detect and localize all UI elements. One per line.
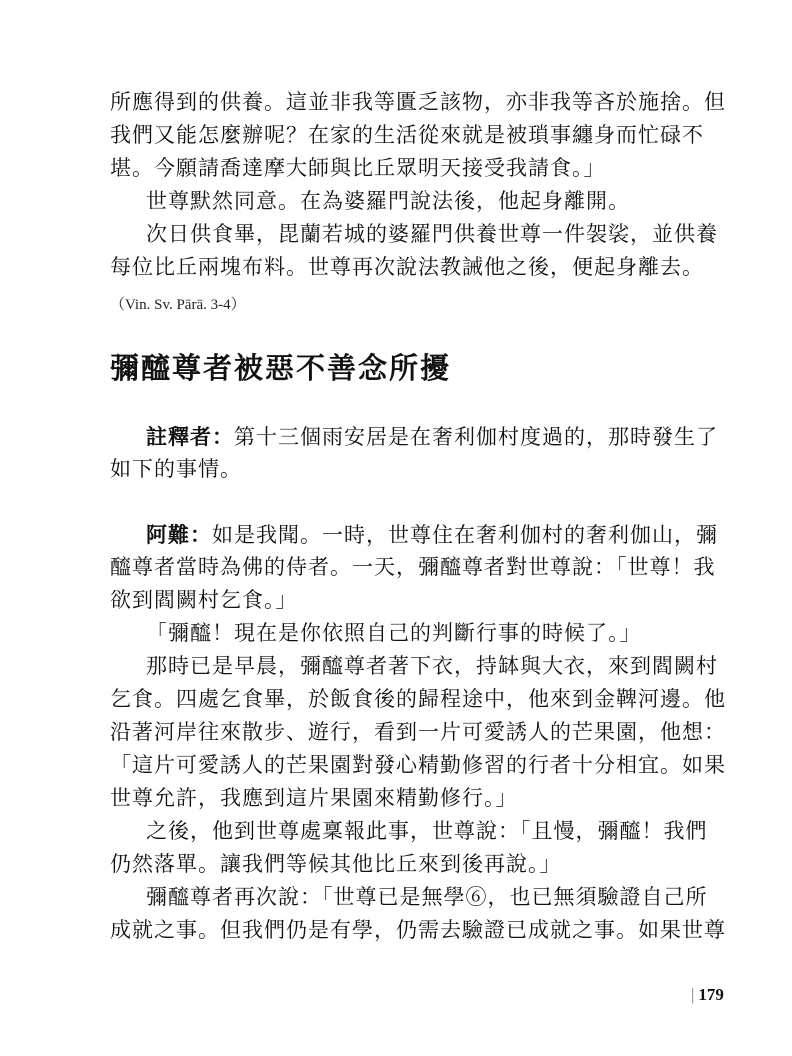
speaker-label: 註釋者： <box>146 424 234 449</box>
text-line: 如下的事情。 <box>110 457 242 481</box>
page-number-value: 179 <box>698 985 724 1004</box>
text-line: 醯尊者當時為佛的侍者。一天，彌醯尊者對世尊說：「世尊！我 <box>110 555 716 579</box>
text-line: 之後，他到世尊處稟報此事，世尊說：「且慢，彌醯！我們 <box>146 819 708 843</box>
text-line: 所應得到的供養。這並非我等匱乏該物，亦非我等吝於施捨。但 <box>110 90 726 114</box>
text-line: 成就之事。但我們仍是有學，仍需去驗證已成就之事。如果世尊 <box>110 918 726 942</box>
text-line: 「彌醯！現在是你依照自己的判斷行事的時候了。」 <box>146 621 642 645</box>
text-line <box>110 420 718 453</box>
text-line: 沿著河岸往來散步、遊行，看到一片可愛誘人的芒果園，他想： <box>110 720 726 744</box>
paragraph-commentator <box>110 420 718 486</box>
text-line: 次日供食畢，毘蘭若城的婆羅門供養世尊一件袈裟，並供養 <box>146 222 718 246</box>
text-line: 世尊允許，我應到這片果園來精勤修行。」 <box>110 786 518 810</box>
page-number <box>691 985 724 1005</box>
paragraph-request <box>110 86 726 284</box>
text-line: 我們又能怎麼辦呢？在家的生活從來就是被瑣事纏身而忙碌不 <box>110 123 704 147</box>
text-span: 如是我聞。一時，世尊住在奢利伽村的奢利伽山，彌 <box>212 523 718 547</box>
text-line: 乞食。四處乞食畢，於飯食後的歸程途中，他來到金鞞河邊。他 <box>110 687 726 711</box>
text-line: 堪。今願請喬達摩大師與比丘眾明天接受我請食。」 <box>110 156 606 180</box>
text-line <box>110 518 718 551</box>
text-line: 那時已是早晨，彌醯尊者著下衣，持缽與大衣，來到閻闕村 <box>146 654 718 678</box>
text-line: 「這片可愛誘人的芒果園對發心精勤修習的行者十分相宜。如果 <box>110 753 726 777</box>
page-number-divider: | <box>691 985 695 1004</box>
section-heading: 彌醯尊者被惡不善念所擾 <box>110 351 452 385</box>
text-line: 欲到閻闕村乞食。」 <box>110 588 298 612</box>
text-line: 仍然落單。讓我們等候其他比丘來到後再說。」 <box>110 852 562 876</box>
text-line: 每位比丘兩塊布料。世尊再次說法教誡他之後，便起身離去。 <box>110 255 704 279</box>
text-span: 第十三個雨安居是在奢利伽村度過的，那時發生了 <box>234 425 718 449</box>
text-line: 世尊默然同意。在為婆羅門說法後，他起身離開。 <box>146 189 630 213</box>
text-line: 彌醯尊者再次說：「世尊已是無學⑥，也已無須驗證自己所 <box>146 885 708 909</box>
paragraph-ananda <box>110 518 726 947</box>
citation: （Vin. Sv. Pārā. 3-4） <box>110 297 246 313</box>
speaker-label: 阿難： <box>146 522 212 547</box>
